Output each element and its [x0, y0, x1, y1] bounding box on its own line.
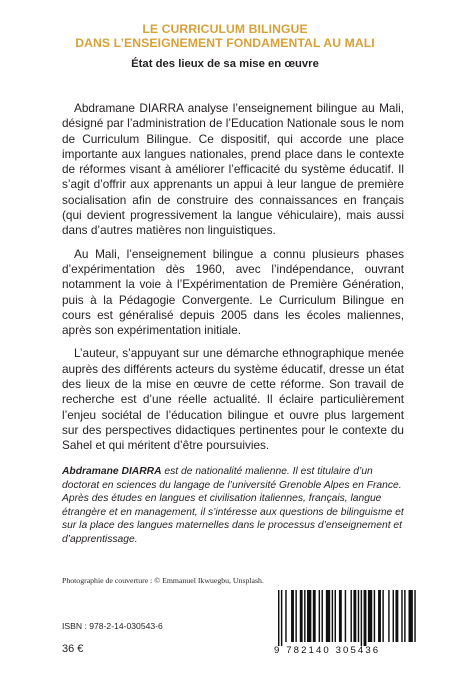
barcode-bar [326, 590, 330, 642]
barcode-digits: 9 782140 305436 [274, 645, 381, 656]
barcode-bar [351, 590, 352, 642]
barcode-bar [307, 590, 311, 642]
barcode-bar [353, 590, 356, 642]
barcode-bar [281, 590, 282, 646]
barcode [274, 590, 420, 672]
barcode-bar [300, 590, 303, 642]
barcode-bar [332, 590, 333, 642]
barcode-bar [291, 590, 294, 642]
barcode-bar [319, 590, 320, 642]
barcode-bar [395, 590, 398, 642]
barcode-bar [414, 590, 415, 642]
barcode-bar [382, 590, 383, 642]
barcode-bar [345, 590, 346, 642]
book-title-line-1: LE CURRICULUM BILINGUE [142, 22, 308, 36]
book-subtitle: État des lieux de sa mise en œuvre [131, 58, 319, 70]
barcode-bars [274, 590, 420, 646]
barcode-bar [393, 590, 394, 642]
barcode-bar [358, 590, 359, 642]
barcode-bar [295, 590, 296, 642]
barcode-bar [401, 590, 402, 642]
barcode-bar [313, 590, 316, 642]
summary-paragraph-1: Abdramane DIARRA analyse l’enseignement bilingue au Mali, désigné par l’administration de l’Education Nationale sous le nom de Curriculum Bilingue. Ce dispositif, qui accorde une place importante aux langues nationales, prend place dans le contexte de réformes visant à améliorer l’efficacité du système éducatif. Il s’agit d’offrir aux apprenants un appui à leur langue de première socialisation afin de construire des connaissances en français (qui devient progressivement la langue véhiculaire), mais aussi dans d’autres matières non linguistiques. [62, 101, 404, 238]
author-bio-text: est de nationalité malienne. Il est titulaire d’un doctorat en sciences du langage de l’université Grenoble Alpes en France. Après des études en langues et civilisation italiennes, français, langue étrangère et en management, il s’intéresse aux questions de bilinguisme et sur la place des langues maternelles dans le processus d’enseignement et d’apprentissage. [62, 466, 404, 545]
barcode-bar [404, 590, 405, 642]
barcode-bar [339, 590, 342, 642]
summary-paragraph-2: Au Mali, l’enseignement bilingue a connu plusieurs phases d’expérimentation dès 1960, avec l’indépendance, ouvrant notamment la voie à l’Expérimentation de Première Génération, puis à la Pédagogie Convergente. Le Curriculum Bilingue en cours est généralisé depuis 2005 dans les écoles maliennes, après son expérimentation initiale. [62, 246, 404, 338]
barcode-bar [322, 590, 323, 642]
price: 36 € [62, 643, 84, 655]
barcode-bar [378, 590, 381, 642]
photo-credit: Photographie de couverture : © Emmanuel Ikwuegbu, Unsplash. [62, 576, 264, 585]
barcode-bar [304, 590, 305, 642]
author-name: Abdramane DIARRA [62, 466, 162, 477]
barcode-bar [335, 590, 336, 642]
summary-text [62, 101, 404, 462]
barcode-bar [374, 590, 375, 642]
barcode-bar [364, 590, 367, 646]
barcode-bar [278, 590, 279, 646]
summary-paragraph-3: L’auteur, s’appuyant sur une démarche ethnographique menée auprès des différents acteurs du système éducatif, dresse un état des lieux de la mise en œuvre de cette réforme. Son travail de recherche est d’une réelle actualité. Il éclaire particulièrement l’enjeu sociétal de l’éducation bilingue et ouvre plus largement sur des perspectives didactiques pertinentes pour le contexte du Sahel et qui méritent d’être poursuivies. [62, 346, 404, 453]
barcode-bar [388, 590, 389, 642]
barcode-bar [285, 590, 286, 642]
title-block [0, 22, 450, 71]
author-bio [62, 465, 404, 547]
barcode-bar [409, 590, 413, 642]
barcode-bar [368, 590, 372, 642]
book-title-line-2: DANS L’ENSEIGNEMENT FONDAMENTAL AU MALI [75, 36, 375, 50]
barcode-bar [361, 590, 362, 646]
isbn-number: ISBN : 978-2-14-030543-6 [62, 621, 163, 631]
